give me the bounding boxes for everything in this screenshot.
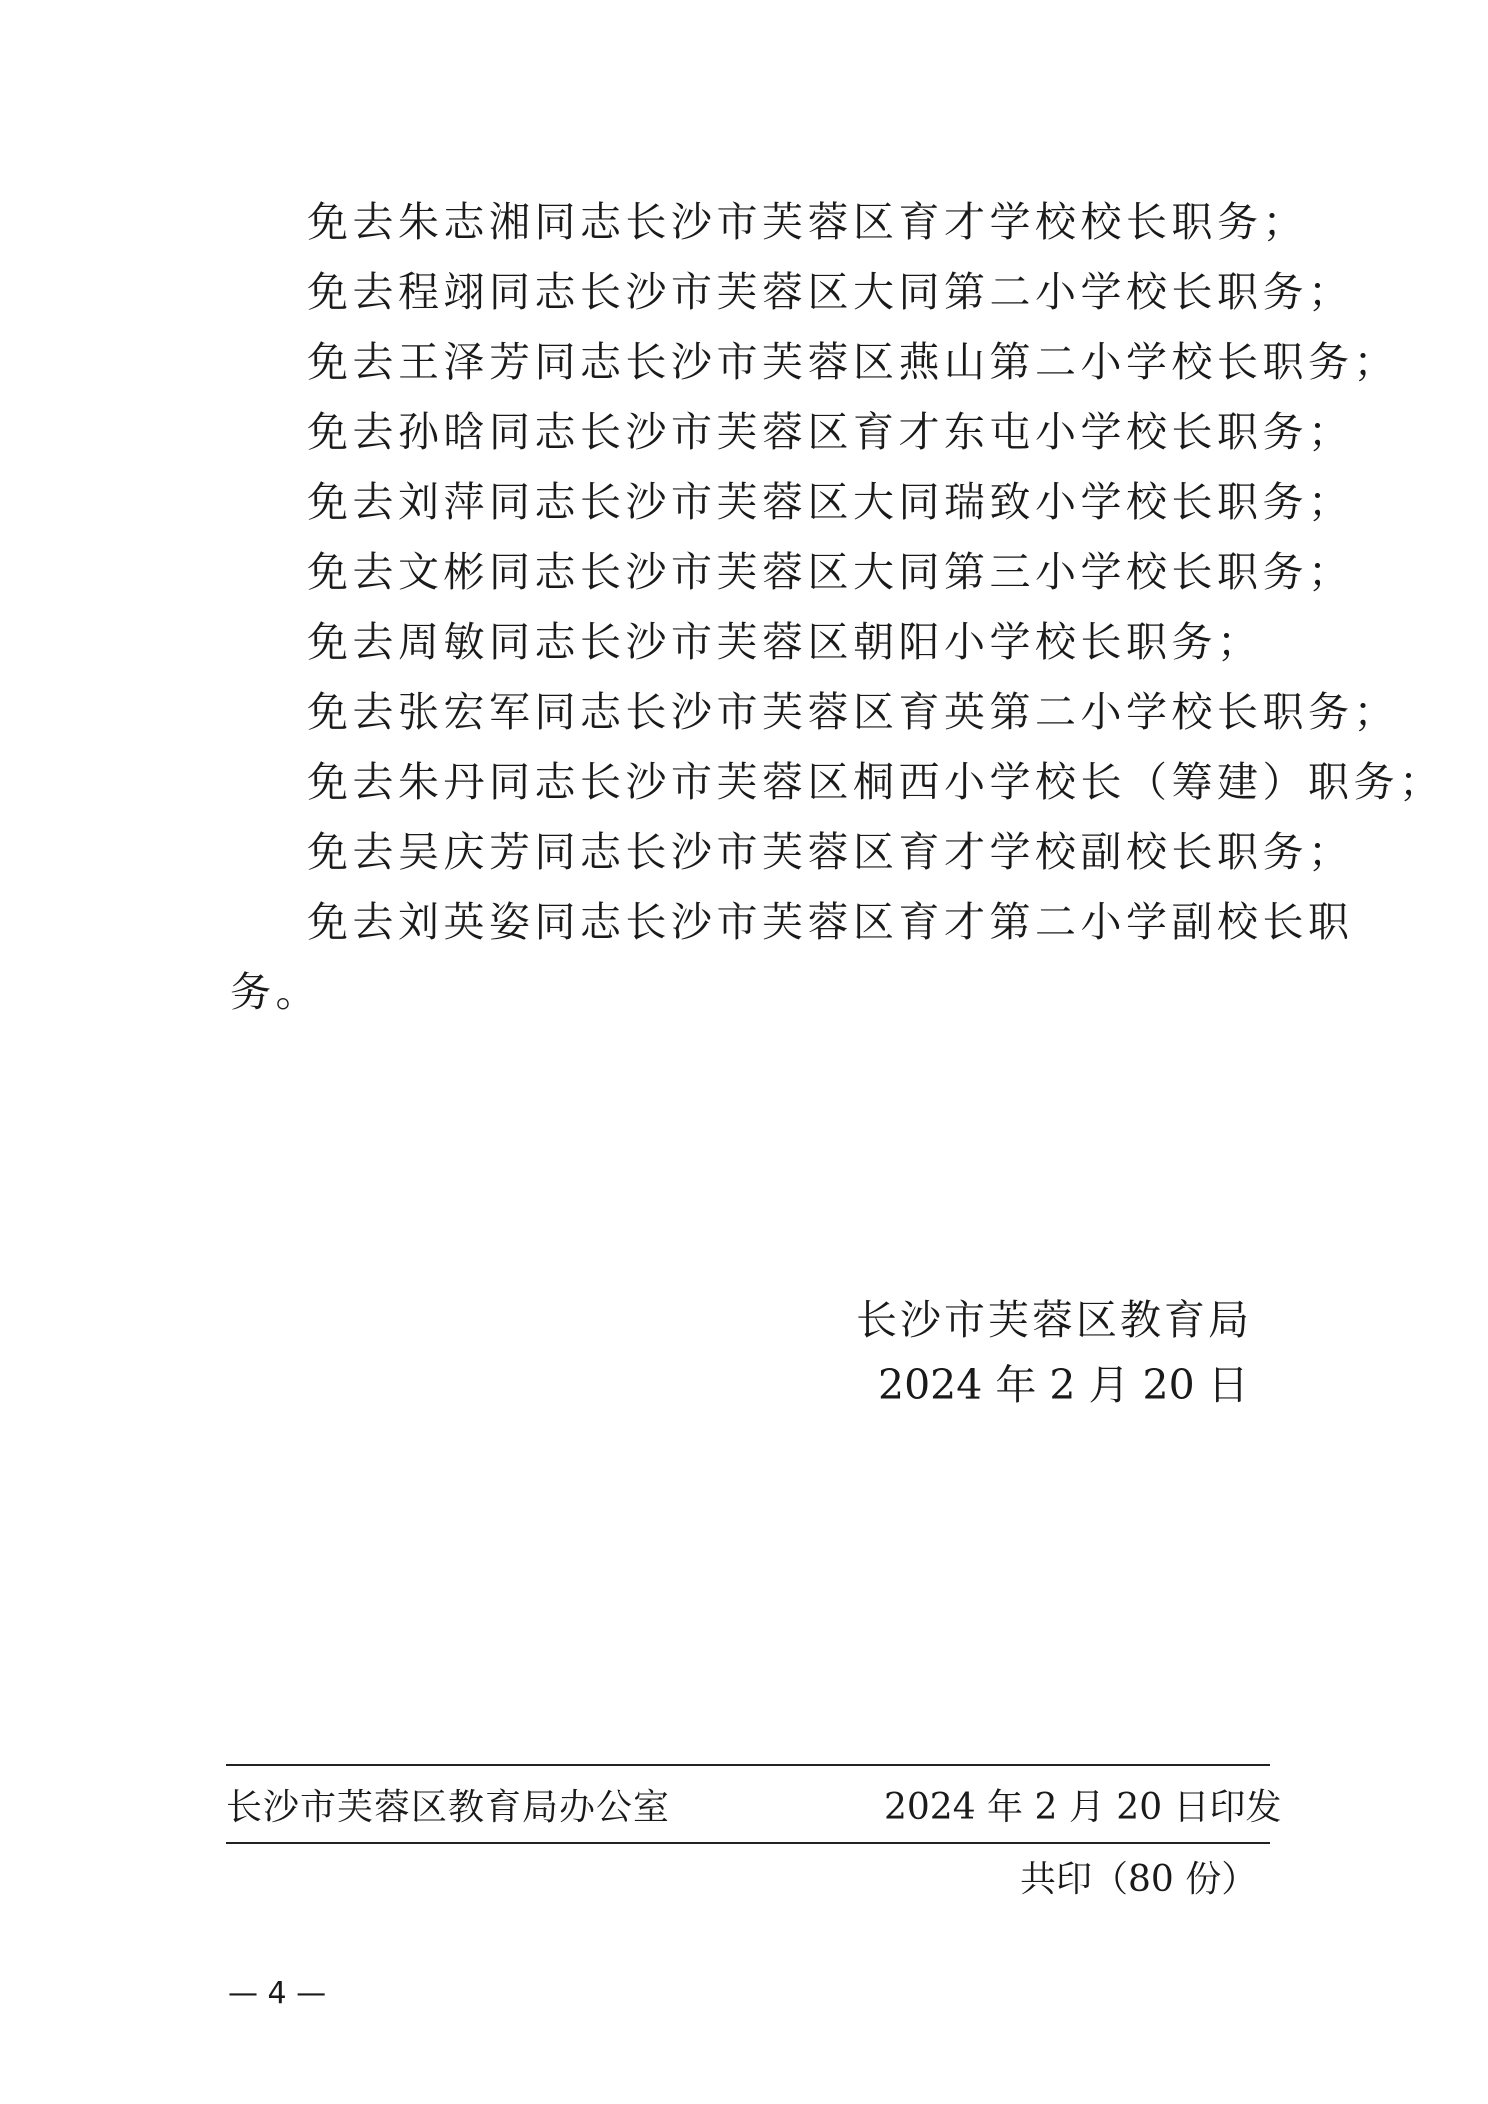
signature-date: 2024 年 2 月 20 日: [878, 1361, 1249, 1409]
body-line-3: 免去王泽芳同志长沙市芙蓉区燕山第二小学校长职务；: [307, 338, 1399, 386]
footer-issue-date: 2024 年 2 月 20 日印发: [884, 1787, 1282, 1828]
body-line-11: 免去刘英姿同志长沙市芙蓉区育才第二小学副校长职: [307, 898, 1354, 946]
footer-top-rule: [226, 1764, 1270, 1766]
body-line-continuation: 务。: [230, 968, 321, 1016]
body-line-8: 免去张宏军同志长沙市芙蓉区育英第二小学校长职务；: [307, 688, 1399, 736]
footer-issuer: 长沙市芙蓉区教育局办公室: [226, 1787, 671, 1828]
body-line-7: 免去周敏同志长沙市芙蓉区朝阳小学校长职务；: [307, 618, 1263, 666]
body-line-6: 免去文彬同志长沙市芙蓉区大同第三小学校长职务；: [307, 548, 1354, 596]
signature-org: 长沙市芙蓉区教育局: [856, 1296, 1252, 1344]
body-line-10: 免去吴庆芳同志长沙市芙蓉区育才学校副校长职务；: [307, 828, 1354, 876]
body-line-4: 免去孙晗同志长沙市芙蓉区育才东屯小学校长职务；: [307, 408, 1354, 456]
footer-bottom-rule: [226, 1842, 1270, 1844]
body-line-1: 免去朱志湘同志长沙市芙蓉区育才学校校长职务；: [307, 198, 1308, 246]
footer-copies: 共印（80 份）: [1020, 1859, 1258, 1900]
body-line-5: 免去刘萍同志长沙市芙蓉区大同瑞致小学校长职务；: [307, 478, 1354, 526]
body-line-2: 免去程翊同志长沙市芙蓉区大同第二小学校长职务；: [307, 268, 1354, 316]
page-number: — 4 —: [228, 1976, 327, 2011]
body-line-9: 免去朱丹同志长沙市芙蓉区桐西小学校长（筹建）职务；: [307, 758, 1445, 806]
